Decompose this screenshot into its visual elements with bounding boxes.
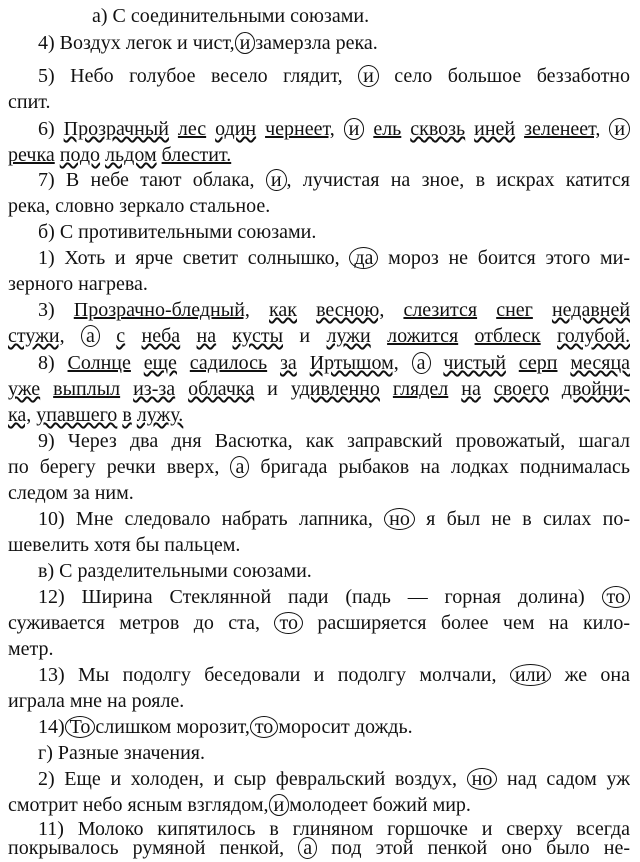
sentence-3-line1: 3) Прозрачно-бледный, как весною, слезится снег недавней (38, 299, 630, 321)
sentence-6-line2: речка подо льдом блестит. (8, 144, 232, 166)
circled-conjunction: то (602, 586, 630, 608)
sentence-5-line1: 5) Небо голубое весело глядит, и село большое беззаботно (38, 65, 630, 87)
sentence-11-line2: покрывалось румяной пенкой, а под этой пенкой оно было не- (8, 837, 630, 859)
sentence-7-line2: река, словно зеркало стальное. (8, 195, 271, 217)
sentence-9-line2: по берегу речки вверх, а бригада рыбаков на лодках поднималась (8, 456, 630, 478)
circled-conjunction: То (65, 716, 96, 738)
circled-conjunction: и (358, 65, 379, 87)
sentence-14: 14) То слишком морозит, то моросит дождь. (38, 716, 413, 738)
sentence-7-line1: 7) В небе тают облака, и , лучистая на зное, в искрах катится (38, 169, 630, 191)
circled-conjunction: и (235, 32, 256, 54)
circled-conjunction: а (230, 456, 249, 478)
sentence-2-line2: смотрит небо ясным взглядом, и молодеет божий мир. (8, 794, 471, 816)
sentence-8-line3: ка, упавшего в лужу. (8, 404, 184, 426)
circled-conjunction: а (412, 352, 431, 374)
sentence-1-line1: 1) Хоть и ярче светит солнышко, да мороз не боится этого ми- (38, 247, 630, 269)
circled-conjunction: то (250, 716, 278, 738)
sentence-10-line2: шевелить хотя бы пальцем. (8, 534, 241, 556)
section-heading-a: а) С соединительными союзами. (92, 5, 370, 27)
sentence-8-line1: 8) Солнце еще садилось за Иртышом, а чистый серп месяца (38, 352, 630, 374)
sentence-13-line1: 13) Мы подолгу беседовали и подолгу молчали, или же она (38, 664, 630, 686)
circled-conjunction: но (467, 768, 498, 790)
sentence-12-line2: суживается метров до ста, то расширяется более чем на кило- (8, 612, 630, 634)
circled-conjunction: да (349, 247, 378, 269)
circled-conjunction: а (81, 325, 100, 347)
sentence-12-line1: 12) Ширина Стеклянной пади (падь — горная долина) то (38, 584, 630, 611)
circled-conjunction: и (266, 169, 287, 191)
section-heading-v: в) С разделительными союзами. (38, 560, 312, 582)
circled-conjunction: и (269, 794, 290, 816)
sentence-11-line1: 11) Молоко кипятилось в глиняном горшочке и сверху всегда (38, 818, 630, 840)
sentence-1-line2: зерного нагрева. (8, 273, 148, 295)
circled-conjunction: то (274, 612, 302, 634)
sentence-13-line2: играла мне на рояле. (8, 690, 185, 712)
section-heading-g: г) Разные значения. (38, 742, 206, 764)
sentence-4: 4) Воздух легок и чист, и замерзла река. (38, 32, 378, 54)
circled-conjunction: и (344, 118, 365, 140)
section-heading-b: б) С противительными союзами. (38, 221, 317, 243)
circled-conjunction: или (510, 664, 551, 686)
sentence-12-line3: метр. (8, 638, 54, 660)
sentence-3-line2: стужи, а с неба на кусты и лужи ложится отблеск голубой. (8, 325, 630, 347)
circled-conjunction: и (609, 118, 630, 140)
circled-conjunction: а (298, 837, 317, 859)
sentence-5-line2: спит. (8, 91, 51, 113)
circled-conjunction: но (384, 508, 415, 530)
sentence-9-line1: 9) Через два дня Васютка, как заправский провожатый, шагал (38, 430, 630, 452)
sentence-2-line1: 2) Еще и холоден, и сыр февральский воздух, но над садом уж (38, 768, 630, 790)
sentence-9-line3: следом за ним. (8, 482, 134, 504)
sentence-8-line2: уже выплыл из-за облачка и удивленно глядел на своего двойни- (8, 378, 630, 400)
sentence-6-line1: 6) Прозрачный лес один чернеет, и ель сквозь иней зеленеет, и (38, 116, 630, 143)
sentence-10-line1: 10) Мне следовало набрать лапника, но я был не в силах по- (38, 508, 630, 530)
